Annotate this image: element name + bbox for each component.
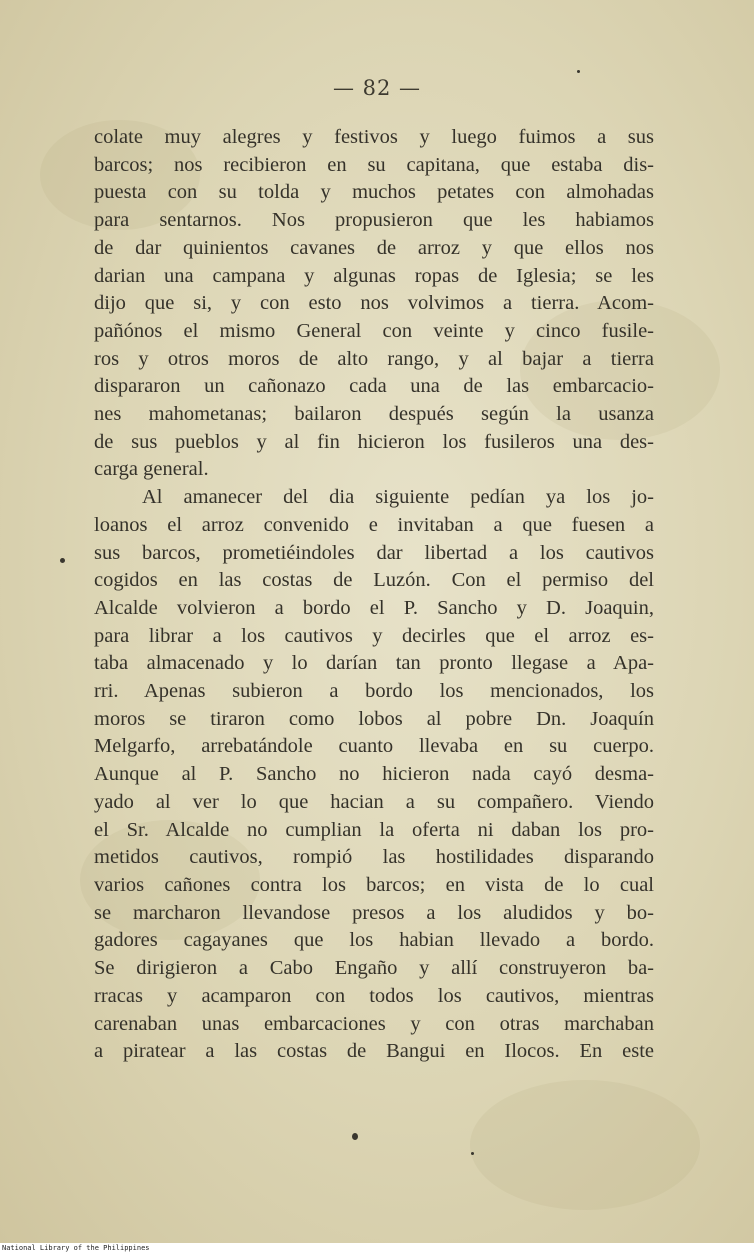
text-line: barcos; nos recibieron en su capitana, que estaba dis- (94, 153, 654, 176)
paragraph (94, 484, 654, 1066)
page-body (94, 124, 654, 1066)
text-line: rri. Apenas subieron a bordo los mencionados, los (94, 680, 654, 703)
text-line: varios cañones contra los barcos; en vista de lo cual (94, 873, 654, 896)
text-line: Se dirigieron a Cabo Engaño y allí construyeron ba- (94, 957, 654, 980)
text-line: cogidos en las costas de Luzón. Con el permiso del (94, 569, 654, 592)
ink-speck (471, 1152, 474, 1155)
text-line: puesta con su tolda y muchos petates con almohadas (94, 181, 654, 204)
text-line: se marcharon llevandose presos a los aludidos y bo- (94, 901, 654, 924)
text-line: dijo que si, y con esto nos volvimos a tierra. Acom- (94, 292, 654, 315)
text-line: carga general. (94, 458, 209, 481)
text-line: de dar quinientos cavanes de arroz y que ellos nos (94, 236, 654, 259)
text-line: loanos el arroz convenido e invitaban a que fuesen a (94, 513, 654, 536)
text-line: darian una campana y algunas ropas de Iglesia; se les (94, 264, 654, 287)
text-line: Aunque al P. Sancho no hicieron nada cayó desma- (94, 763, 654, 786)
text-line: dispararon un cañonazo cada una de las embarcacio- (94, 375, 654, 398)
text-line: nes mahometanas; bailaron después según la usanza (94, 403, 654, 426)
paragraph (94, 124, 654, 484)
text-line: rracas y acamparon con todos los cautivos, mientras (94, 984, 654, 1007)
text-line: yado al ver lo que hacian a su compañero. Viendo (94, 790, 654, 813)
ink-speck (60, 558, 65, 563)
text-line: Alcalde volvieron a bordo el P. Sancho y D. Joaquin, (94, 596, 654, 619)
text-line: para sentarnos. Nos propusieron que les habiamos (94, 209, 654, 232)
text-line: metidos cautivos, rompió las hostilidades disparando (94, 846, 654, 869)
text-line: colate muy alegres y festivos y luego fuimos a sus (94, 126, 654, 148)
text-line: Melgarfo, arrebatándole cuanto llevaba en su cuerpo. (94, 735, 654, 758)
text-line: Al amanecer del dia siguiente pedían ya los jo- (142, 486, 654, 509)
text-line: moros se tiraron como lobos al pobre Dn. Joaquín (94, 707, 654, 730)
text-line: taba almacenado y lo darían tan pronto llegase a Apa- (94, 652, 654, 675)
text-line: carenaban unas embarcaciones y con otras marchaban (94, 1012, 654, 1035)
page-number: — 82 — (332, 76, 422, 100)
text-line: gadores cagayanes que los habian llevado a bordo. (94, 929, 654, 952)
text-line: para librar a los cautivos y decirles que el arroz es- (94, 624, 654, 647)
footer-credit: National Library of the Philippines (2, 1244, 150, 1252)
text-line: pañónos el mismo General con veinte y cinco fusile- (94, 319, 654, 342)
text-line: de sus pueblos y al fin hicieron los fusileros una des- (94, 430, 654, 453)
text-line: ros y otros moros de alto rango, y al bajar a tierra (94, 347, 654, 370)
ink-speck (577, 70, 580, 73)
paper-stain (470, 1080, 700, 1210)
text-line: el Sr. Alcalde no cumplian la oferta ni daban los pro- (94, 818, 654, 841)
text-line: sus barcos, prometiéindoles dar libertad a los cautivos (94, 541, 654, 564)
text-line: a piratear a las costas de Bangui en Ilocos. En este (94, 1040, 654, 1063)
ink-speck (352, 1133, 358, 1140)
